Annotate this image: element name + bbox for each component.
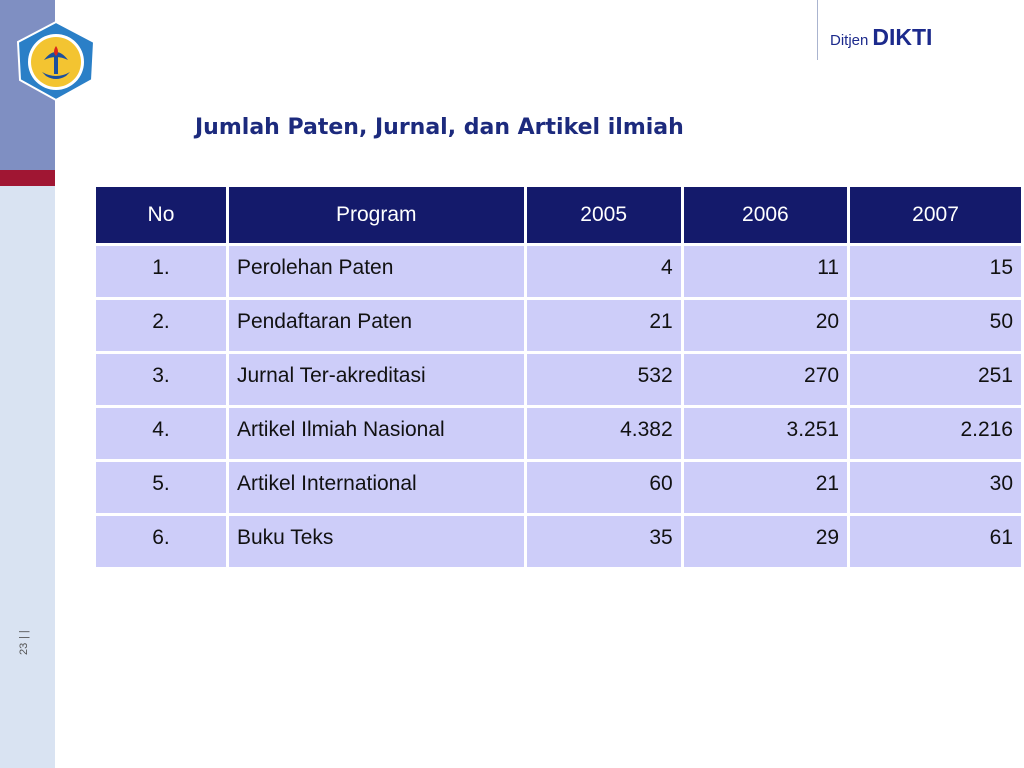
- column-header-2007: 2007: [849, 186, 1023, 245]
- cell-2005: 4: [525, 245, 682, 299]
- cell-2005: 60: [525, 461, 682, 515]
- table-row: [95, 299, 1023, 353]
- cell-2006: 3.251: [682, 407, 848, 461]
- brand-prefix: Ditjen: [830, 32, 869, 49]
- table-row: [95, 515, 1023, 569]
- cell-2005: 4.382: [525, 407, 682, 461]
- table-row: [95, 407, 1023, 461]
- cell-2005: 21: [525, 299, 682, 353]
- header-divider: [817, 0, 818, 60]
- cell-program: Artikel Ilmiah Nasional: [227, 407, 525, 461]
- side-bar-accent-band: [0, 170, 55, 186]
- cell-no: 4.: [95, 407, 228, 461]
- page-number-value: 23: [18, 642, 30, 656]
- slide-title: Jumlah Paten, Jurnal, dan Artikel ilmiah: [195, 115, 684, 140]
- table-row: [95, 461, 1023, 515]
- cell-no: 3.: [95, 353, 228, 407]
- cell-2007: 30: [849, 461, 1023, 515]
- cell-program: Buku Teks: [227, 515, 525, 569]
- column-header-2005: 2005: [525, 186, 682, 245]
- cell-no: 2.: [95, 299, 228, 353]
- column-header-no: No: [95, 186, 228, 245]
- cell-2006: 11: [682, 245, 848, 299]
- table-header-row: [95, 186, 1023, 245]
- cell-no: 5.: [95, 461, 228, 515]
- cell-2005: 35: [525, 515, 682, 569]
- cell-2006: 20: [682, 299, 848, 353]
- column-header-program: Program: [227, 186, 525, 245]
- cell-2005: 532: [525, 353, 682, 407]
- tut-wuri-handayani-emblem-icon: [14, 20, 98, 102]
- cell-2007: 2.216: [849, 407, 1023, 461]
- cell-program: Jurnal Ter-akreditasi: [227, 353, 525, 407]
- cell-2007: 251: [849, 353, 1023, 407]
- cell-2007: 50: [849, 299, 1023, 353]
- cell-program: Artikel International: [227, 461, 525, 515]
- cell-no: 1.: [95, 245, 228, 299]
- page-number-separator: | |: [18, 630, 30, 639]
- cell-2006: 270: [682, 353, 848, 407]
- cell-no: 6.: [95, 515, 228, 569]
- column-header-2006: 2006: [682, 186, 848, 245]
- cell-program: Perolehan Paten: [227, 245, 525, 299]
- table-row: [95, 245, 1023, 299]
- cell-2006: 29: [682, 515, 848, 569]
- data-table: [93, 184, 1024, 570]
- cell-2007: 61: [849, 515, 1023, 569]
- brand-name: DIKTI: [872, 24, 933, 50]
- cell-program: Pendaftaran Paten: [227, 299, 525, 353]
- brand-logo: [830, 24, 932, 51]
- page-number: [10, 630, 38, 680]
- cell-2006: 21: [682, 461, 848, 515]
- cell-2007: 15: [849, 245, 1023, 299]
- table-row: [95, 353, 1023, 407]
